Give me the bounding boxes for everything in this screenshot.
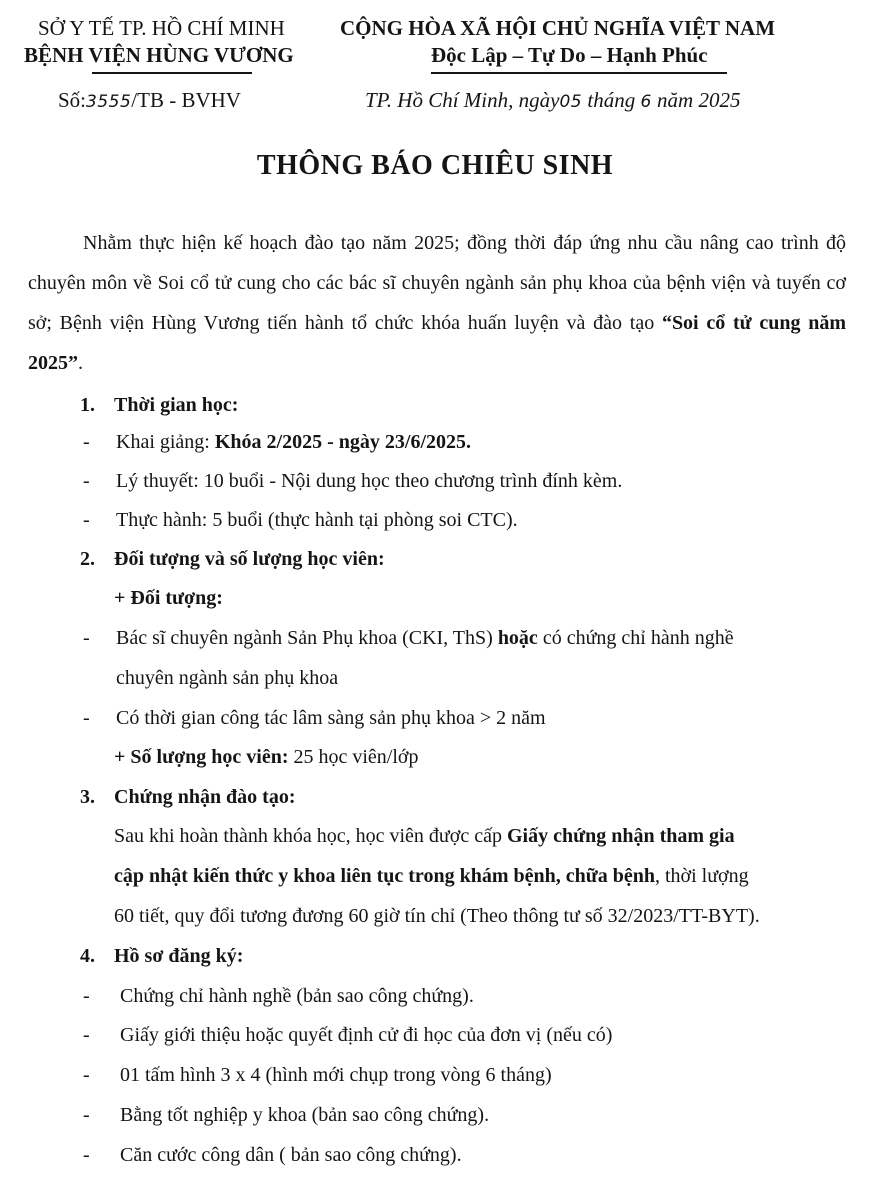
department-name: SỞ Y TẾ TP. HỒ CHÍ MINH	[38, 16, 285, 40]
opening-label: Khai giảng:	[116, 431, 215, 453]
document-item: Chứng chỉ hành nghề (bản sao công chứng).	[120, 985, 474, 1007]
target-experience: Có thời gian công tác lâm sàng sản phụ khoa > 2 năm	[116, 707, 546, 729]
document-item: Giấy giới thiệu hoặc quyết định cử đi học của đơn vị (nếu có)	[120, 1024, 613, 1046]
target-doctors-cont: chuyên ngành sản phụ khoa	[116, 667, 339, 689]
document-number	[58, 88, 241, 113]
hospital-name: BỆNH VIỆN HÙNG VƯƠNG	[24, 43, 294, 67]
opening-value: Khóa 2/2025 - ngày 23/6/2025.	[214, 431, 472, 453]
student-count-label: + Số lượng học viên:	[114, 746, 289, 768]
place-and-date	[365, 88, 740, 113]
target-or: hoặc	[497, 627, 538, 649]
target-doctors	[116, 627, 734, 650]
national-motto: Độc Lập – Tự Do – Hạnh Phúc	[431, 43, 708, 67]
month-label: tháng	[587, 88, 636, 112]
section-4-number: 4.	[80, 945, 95, 967]
bullet-dash: -	[83, 1064, 90, 1086]
document-title: THÔNG BÁO CHIÊU SINH	[256, 150, 614, 181]
place-date-prefix: TP. Hồ Chí Minh, ngày	[365, 88, 560, 112]
bullet-dash: -	[83, 509, 90, 531]
bullet-dash: -	[83, 985, 90, 1007]
document-item: 01 tấm hình 3 x 4 (hình mới chụp trong vòng 6 tháng)	[120, 1064, 552, 1086]
intro-end: .	[78, 352, 83, 374]
bullet-dash: -	[83, 627, 90, 649]
hospital-name-underline	[92, 72, 252, 74]
certificate-line-1	[114, 825, 735, 848]
section-2-number: 2.	[80, 548, 95, 570]
number-handwritten: 3555	[86, 92, 132, 112]
intro-text: Nhằm thực hiện kế hoạch đào tạo năm 2025; đồng thời đáp ứng nhu cầu nâng cao trình độ chuyên môn về Soi cổ tử cung cho các bác sĩ chuyên ngành sản phụ khoa của bệnh viện và tuyến cơ sở; Bệnh viện Hùng Vương tiến hành tổ chức khóa huấn luyện và đào tạo	[28, 232, 846, 334]
certificate-text: Sau khi hoàn thành khóa học, học viên được cấp	[114, 825, 507, 847]
number-suffix: /TB - BVHV	[131, 88, 241, 112]
section-1-heading: Thời gian học:	[114, 394, 239, 416]
practice-sessions: Thực hành: 5 buổi (thực hành tại phòng soi CTC).	[116, 509, 518, 531]
country-name: CỘNG HÒA XÃ HỘI CHỦ NGHĨA VIỆT NAM	[340, 16, 776, 40]
target-doctors-text: Bác sĩ chuyên ngành Sản Phụ khoa (CKI, ThS)	[116, 627, 498, 649]
document-item: Căn cước công dân ( bản sao công chứng).	[120, 1144, 462, 1166]
section-4-heading: Hồ sơ đăng ký:	[114, 945, 244, 967]
bullet-dash: -	[83, 431, 90, 453]
bullet-dash: -	[83, 1144, 90, 1166]
intro-paragraph	[28, 223, 846, 383]
document-item: Bằng tốt nghiệp y khoa (bản sao công chứng).	[120, 1104, 490, 1126]
certificate-line-3: 60 tiết, quy đổi tương đương 60 giờ tín chỉ (Theo thông tư số 32/2023/TT-BYT).	[114, 905, 760, 927]
bullet-dash: -	[83, 707, 90, 729]
national-motto-underline	[431, 72, 727, 74]
student-count	[114, 746, 419, 769]
certificate-name-cont: cập nhật kiến thức y khoa liên tục trong khám bệnh, chữa bệnh	[114, 865, 655, 887]
section-3-heading: Chứng nhận đào tạo:	[114, 786, 296, 808]
section-2-heading: Đối tượng và số lượng học viên:	[114, 548, 385, 570]
opening-date	[116, 431, 471, 454]
bullet-dash: -	[83, 470, 90, 492]
bullet-dash: -	[83, 1104, 90, 1126]
target-label: + Đối tượng:	[114, 587, 223, 609]
number-prefix: Số:	[58, 88, 87, 112]
course-name: “Soi cổ tử cung năm 2025”	[28, 312, 847, 374]
bullet-dash: -	[83, 1024, 90, 1046]
theory-sessions: Lý thuyết: 10 buổi - Nội dung học theo chương trình đính kèm.	[116, 470, 623, 492]
section-1-number: 1.	[80, 394, 95, 416]
certificate-duration: , thời lượng	[654, 865, 749, 887]
month-handwritten: 6	[640, 92, 652, 112]
student-count-value: 25 học viên/lớp	[288, 746, 419, 768]
certificate-name: Giấy chứng nhận tham gia	[506, 825, 735, 847]
day-handwritten: 05	[559, 92, 583, 112]
certificate-line-2	[114, 865, 749, 888]
target-certificate: có chứng chỉ hành nghề	[537, 627, 734, 649]
year-text: năm 2025	[657, 88, 741, 112]
section-3-number: 3.	[80, 786, 95, 808]
